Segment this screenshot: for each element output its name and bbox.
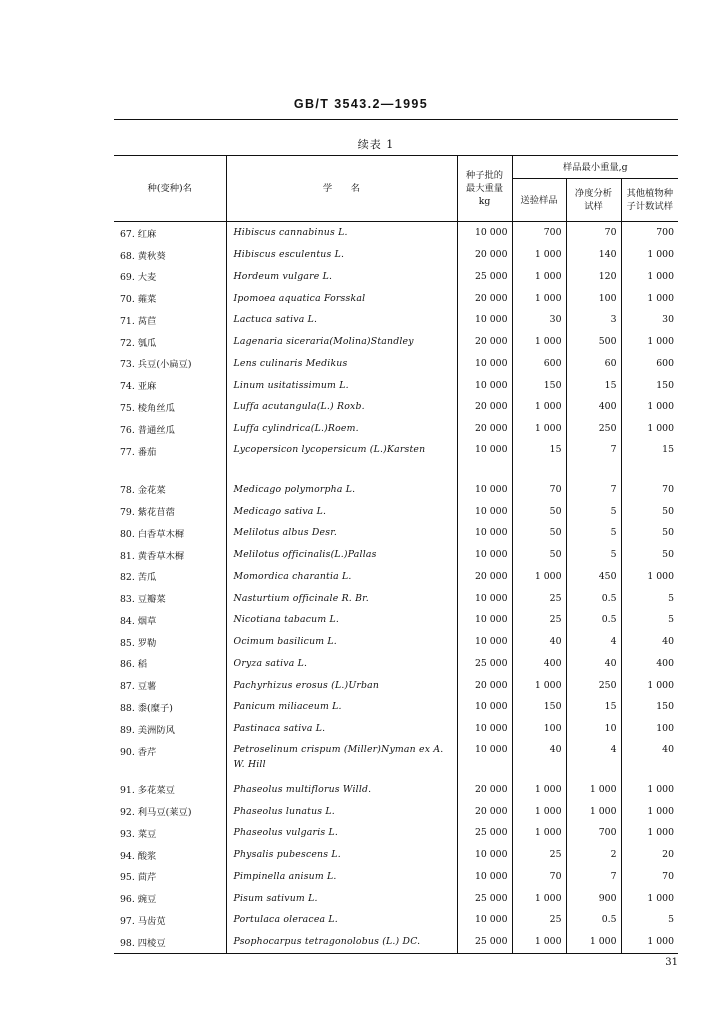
cell-species-name: 85. 罗勒 [120, 637, 157, 649]
cell-max-lot-weight: 25 000 [457, 653, 512, 675]
cell-purity-sample: 7 [566, 440, 621, 479]
cell-max-lot-weight: 20 000 [457, 674, 512, 696]
table-row [114, 287, 678, 309]
cell-purity-sample: 3 [566, 309, 621, 331]
cell-purity-sample: 0.5 [566, 587, 621, 609]
table-header [114, 156, 678, 222]
cell-scientific-name: Lactuca sativa L. [226, 309, 457, 331]
cell-scientific-name: Oryza sativa L. [226, 653, 457, 675]
cell-max-lot-weight: 20 000 [457, 331, 512, 353]
cell-other-species-sample: 150 [621, 374, 678, 396]
cell-submitted-sample: 1 000 [512, 266, 566, 288]
cell-submitted-sample: 700 [512, 222, 566, 244]
table-row [114, 440, 678, 479]
cell-species-name: 69. 大麦 [120, 272, 157, 284]
table-row [114, 844, 678, 866]
cell-submitted-sample: 1 000 [512, 418, 566, 440]
cell-other-species-sample: 1 000 [621, 266, 678, 288]
cell-max-lot-weight: 25 000 [457, 931, 512, 953]
cell-scientific-name: Ocimum basilicum L. [226, 631, 457, 653]
cell-scientific-name: Portulaca oleracea L. [226, 909, 457, 931]
cell-submitted-sample: 150 [512, 696, 566, 718]
cell-submitted-sample: 1 000 [512, 822, 566, 844]
cell-purity-sample: 900 [566, 887, 621, 909]
col-min-sample-group-header: 样品最小重量,g [512, 156, 678, 179]
cell-scientific-name: Nasturtium officinale R. Br. [226, 587, 457, 609]
cell-submitted-sample: 150 [512, 374, 566, 396]
cell-purity-sample: 400 [566, 396, 621, 418]
table-row [114, 587, 678, 609]
cell-submitted-sample: 50 [512, 500, 566, 522]
cell-max-lot-weight: 10 000 [457, 309, 512, 331]
cell-submitted-sample: 70 [512, 479, 566, 501]
cell-species-name: 73. 兵豆(小扁豆) [120, 359, 192, 371]
cell-purity-sample: 2 [566, 844, 621, 866]
cell-other-species-sample: 1 000 [621, 779, 678, 801]
cell-submitted-sample: 1 000 [512, 674, 566, 696]
cell-purity-sample: 250 [566, 674, 621, 696]
cell-other-species-sample: 600 [621, 353, 678, 375]
cell-other-species-sample: 1 000 [621, 418, 678, 440]
cell-purity-sample: 15 [566, 696, 621, 718]
cell-purity-sample: 450 [566, 566, 621, 588]
cell-scientific-name: Hordeum vulgare L. [226, 266, 457, 288]
cell-species-name: 87. 豆薯 [120, 681, 157, 693]
cell-scientific-name: Pachyrhizus erosus (L.)Urban [226, 674, 457, 696]
cell-species-name: 90. 香芹 [120, 746, 157, 758]
cell-scientific-name: Pimpinella anisum L. [226, 866, 457, 888]
table-row [114, 309, 678, 331]
cell-other-species-sample: 1 000 [621, 931, 678, 953]
cell-scientific-name: Physalis pubescens L. [226, 844, 457, 866]
table-row [114, 266, 678, 288]
cell-species-name: 74. 亚麻 [120, 381, 157, 393]
cell-other-species-sample: 20 [621, 844, 678, 866]
cell-species-name: 82. 苦瓜 [120, 572, 157, 584]
cell-other-species-sample: 30 [621, 309, 678, 331]
cell-other-species-sample: 1 000 [621, 287, 678, 309]
cell-max-lot-weight: 10 000 [457, 844, 512, 866]
cell-other-species-sample: 1 000 [621, 566, 678, 588]
cell-scientific-name: Nicotiana tabacum L. [226, 609, 457, 631]
cell-max-lot-weight: 10 000 [457, 631, 512, 653]
table-body [114, 222, 678, 954]
cell-submitted-sample: 40 [512, 631, 566, 653]
cell-max-lot-weight: 10 000 [457, 500, 512, 522]
cell-purity-sample: 5 [566, 500, 621, 522]
cell-other-species-sample: 700 [621, 222, 678, 244]
cell-purity-sample: 250 [566, 418, 621, 440]
cell-other-species-sample: 100 [621, 718, 678, 740]
cell-scientific-name: Lens culinaris Medikus [226, 353, 457, 375]
cell-purity-sample: 0.5 [566, 609, 621, 631]
cell-purity-sample: 140 [566, 244, 621, 266]
table-row [114, 696, 678, 718]
cell-species-name: 98. 四棱豆 [120, 937, 166, 949]
table-row [114, 653, 678, 675]
cell-purity-sample: 4 [566, 740, 621, 779]
cell-other-species-sample: 40 [621, 631, 678, 653]
table-row [114, 418, 678, 440]
cell-species-name: 96. 豌豆 [120, 894, 157, 906]
cell-purity-sample: 10 [566, 718, 621, 740]
cell-scientific-name: Medicago polymorpha L. [226, 479, 457, 501]
cell-purity-sample: 0.5 [566, 909, 621, 931]
cell-species-name: 95. 茴芹 [120, 872, 157, 884]
table-row [114, 674, 678, 696]
cell-species-name: 67. 红麻 [120, 228, 157, 240]
cell-other-species-sample: 15 [621, 440, 678, 479]
cell-other-species-sample: 5 [621, 587, 678, 609]
cell-submitted-sample: 50 [512, 544, 566, 566]
cell-submitted-sample: 1 000 [512, 244, 566, 266]
cell-species-name: 81. 黄香草木樨 [120, 550, 185, 562]
cell-submitted-sample: 50 [512, 522, 566, 544]
cell-purity-sample: 1 000 [566, 931, 621, 953]
cell-max-lot-weight: 10 000 [457, 440, 512, 479]
cell-scientific-name: Hibiscus esculentus L. [226, 244, 457, 266]
cell-other-species-sample: 70 [621, 866, 678, 888]
cell-max-lot-weight: 20 000 [457, 418, 512, 440]
cell-purity-sample: 100 [566, 287, 621, 309]
table-row [114, 909, 678, 931]
cell-max-lot-weight: 10 000 [457, 522, 512, 544]
table-row [114, 222, 678, 244]
cell-other-species-sample: 40 [621, 740, 678, 779]
table-row [114, 479, 678, 501]
cell-other-species-sample: 1 000 [621, 887, 678, 909]
cell-max-lot-weight: 20 000 [457, 800, 512, 822]
cell-purity-sample: 1 000 [566, 800, 621, 822]
cell-submitted-sample: 1 000 [512, 779, 566, 801]
cell-submitted-sample: 1 000 [512, 931, 566, 953]
cell-other-species-sample: 1 000 [621, 822, 678, 844]
cell-purity-sample: 120 [566, 266, 621, 288]
cell-max-lot-weight: 10 000 [457, 479, 512, 501]
cell-scientific-name: Medicago sativa L. [226, 500, 457, 522]
cell-other-species-sample: 150 [621, 696, 678, 718]
seed-sample-table [114, 155, 678, 954]
cell-species-name: 88. 黍(糜子) [120, 702, 173, 714]
table-row [114, 631, 678, 653]
cell-max-lot-weight: 25 000 [457, 887, 512, 909]
cell-max-lot-weight: 10 000 [457, 909, 512, 931]
table-row [114, 609, 678, 631]
cell-purity-sample: 60 [566, 353, 621, 375]
cell-species-name: 91. 多花菜豆 [120, 785, 175, 797]
table-row [114, 500, 678, 522]
cell-other-species-sample: 1 000 [621, 674, 678, 696]
cell-other-species-sample: 1 000 [621, 396, 678, 418]
cell-other-species-sample: 5 [621, 609, 678, 631]
table-row [114, 800, 678, 822]
cell-submitted-sample: 40 [512, 740, 566, 779]
table-row [114, 740, 678, 779]
cell-species-name: 83. 豆瓣菜 [120, 594, 166, 606]
cell-purity-sample: 5 [566, 544, 621, 566]
cell-scientific-name: Momordica charantia L. [226, 566, 457, 588]
cell-scientific-name: Ipomoea aquatica Forsskal [226, 287, 457, 309]
cell-scientific-name: Phaseolus vulgaris L. [226, 822, 457, 844]
cell-scientific-name: Phaseolus lunatus L. [226, 800, 457, 822]
table-row [114, 522, 678, 544]
cell-max-lot-weight: 10 000 [457, 222, 512, 244]
cell-submitted-sample: 1 000 [512, 396, 566, 418]
cell-max-lot-weight: 10 000 [457, 587, 512, 609]
cell-species-name: 77. 番茄 [120, 446, 157, 458]
cell-max-lot-weight: 10 000 [457, 609, 512, 631]
cell-species-name: 93. 菜豆 [120, 828, 157, 840]
cell-scientific-name: Hibiscus cannabinus L. [226, 222, 457, 244]
cell-purity-sample: 70 [566, 222, 621, 244]
cell-other-species-sample: 1 000 [621, 800, 678, 822]
cell-species-name: 94. 酸浆 [120, 850, 157, 862]
cell-scientific-name: Lycopersicon lycopersicum (L.)Karsten [226, 440, 457, 479]
cell-max-lot-weight: 25 000 [457, 266, 512, 288]
cell-max-lot-weight: 10 000 [457, 740, 512, 779]
table-row [114, 244, 678, 266]
table-row [114, 718, 678, 740]
table-row [114, 544, 678, 566]
col-submitted-header: 送验样品 [512, 179, 566, 222]
cell-submitted-sample: 400 [512, 653, 566, 675]
cell-scientific-name: Lagenaria siceraria(Molina)Standley [226, 331, 457, 353]
cell-species-name: 84. 烟草 [120, 615, 157, 627]
cell-submitted-sample: 25 [512, 844, 566, 866]
table-title: 续表 1 [357, 138, 395, 151]
col-purity-header: 净度分析 试样 [566, 179, 621, 222]
cell-purity-sample: 700 [566, 822, 621, 844]
cell-submitted-sample: 30 [512, 309, 566, 331]
cell-max-lot-weight: 10 000 [457, 696, 512, 718]
cell-species-name: 89. 美洲防风 [120, 724, 175, 736]
cell-max-lot-weight: 10 000 [457, 353, 512, 375]
cell-scientific-name: Linum usitatissimum L. [226, 374, 457, 396]
cell-scientific-name: Pisum sativum L. [226, 887, 457, 909]
cell-submitted-sample: 1 000 [512, 800, 566, 822]
cell-submitted-sample: 1 000 [512, 887, 566, 909]
table-row [114, 887, 678, 909]
page-number: 31 [665, 957, 678, 968]
standard-number: GB/T 3543.2—1995 [293, 97, 429, 111]
table-row [114, 396, 678, 418]
cell-purity-sample: 15 [566, 374, 621, 396]
cell-max-lot-weight: 20 000 [457, 779, 512, 801]
cell-max-lot-weight: 10 000 [457, 718, 512, 740]
cell-species-name: 71. 莴苣 [120, 315, 157, 327]
table-row [114, 866, 678, 888]
cell-submitted-sample: 25 [512, 587, 566, 609]
cell-scientific-name: Pastinaca sativa L. [226, 718, 457, 740]
cell-species-name: 97. 马齿苋 [120, 915, 166, 927]
cell-other-species-sample: 1 000 [621, 331, 678, 353]
cell-species-name: 80. 白香草木樨 [120, 528, 185, 540]
cell-other-species-sample: 5 [621, 909, 678, 931]
cell-submitted-sample: 70 [512, 866, 566, 888]
cell-other-species-sample: 50 [621, 544, 678, 566]
table-row [114, 931, 678, 953]
table-row [114, 779, 678, 801]
cell-scientific-name: Melilotus albus Desr. [226, 522, 457, 544]
col-scientific-header: 学 名 [226, 156, 457, 222]
cell-submitted-sample: 1 000 [512, 331, 566, 353]
cell-other-species-sample: 50 [621, 522, 678, 544]
cell-species-name: 92. 利马豆(莱豆) [120, 807, 192, 819]
cell-submitted-sample: 600 [512, 353, 566, 375]
cell-max-lot-weight: 20 000 [457, 396, 512, 418]
cell-scientific-name: Melilotus officinalis(L.)Pallas [226, 544, 457, 566]
cell-max-lot-weight: 25 000 [457, 822, 512, 844]
cell-max-lot-weight: 10 000 [457, 866, 512, 888]
cell-purity-sample: 1 000 [566, 779, 621, 801]
col-species-header: 种(变种)名 [147, 183, 192, 194]
cell-purity-sample: 7 [566, 866, 621, 888]
table-row [114, 374, 678, 396]
col-other-species-header: 其他植物种 子计数试样 [621, 179, 678, 222]
cell-scientific-name: Phaseolus multiflorus Willd. [226, 779, 457, 801]
cell-scientific-name: Luffa cylindrica(L.)Roem. [226, 418, 457, 440]
cell-submitted-sample: 1 000 [512, 287, 566, 309]
cell-species-name: 79. 紫花苜蓿 [120, 507, 175, 519]
cell-species-name: 70. 蕹菜 [120, 294, 157, 306]
cell-max-lot-weight: 20 000 [457, 244, 512, 266]
cell-other-species-sample: 50 [621, 500, 678, 522]
col-max-lot-header: 种子批的 最大重量 kg [457, 156, 512, 222]
cell-species-name: 76. 普通丝瓜 [120, 424, 175, 436]
cell-submitted-sample: 1 000 [512, 566, 566, 588]
cell-other-species-sample: 400 [621, 653, 678, 675]
cell-scientific-name: Luffa acutangula(L.) Roxb. [226, 396, 457, 418]
cell-species-name: 78. 金花菜 [120, 485, 166, 497]
cell-submitted-sample: 15 [512, 440, 566, 479]
table-row [114, 353, 678, 375]
cell-purity-sample: 4 [566, 631, 621, 653]
cell-other-species-sample: 70 [621, 479, 678, 501]
cell-species-name: 75. 棱角丝瓜 [120, 402, 175, 414]
cell-purity-sample: 7 [566, 479, 621, 501]
cell-submitted-sample: 25 [512, 909, 566, 931]
cell-purity-sample: 500 [566, 331, 621, 353]
cell-max-lot-weight: 10 000 [457, 544, 512, 566]
cell-purity-sample: 40 [566, 653, 621, 675]
cell-max-lot-weight: 20 000 [457, 287, 512, 309]
table-row [114, 822, 678, 844]
cell-max-lot-weight: 20 000 [457, 566, 512, 588]
cell-max-lot-weight: 10 000 [457, 374, 512, 396]
header-rule [114, 119, 678, 120]
cell-species-name: 86. 稻 [120, 659, 148, 671]
cell-species-name: 68. 黄秋葵 [120, 250, 166, 262]
cell-submitted-sample: 100 [512, 718, 566, 740]
table-row [114, 566, 678, 588]
table-row [114, 331, 678, 353]
cell-purity-sample: 5 [566, 522, 621, 544]
cell-scientific-name: Petroselinum crispum (Miller)Nyman ex A. W. Hill [226, 740, 457, 779]
cell-scientific-name: Psophocarpus tetragonolobus (L.) DC. [226, 931, 457, 953]
cell-species-name: 72. 瓠瓜 [120, 337, 157, 349]
cell-submitted-sample: 25 [512, 609, 566, 631]
cell-scientific-name: Panicum miliaceum L. [226, 696, 457, 718]
cell-other-species-sample: 1 000 [621, 244, 678, 266]
